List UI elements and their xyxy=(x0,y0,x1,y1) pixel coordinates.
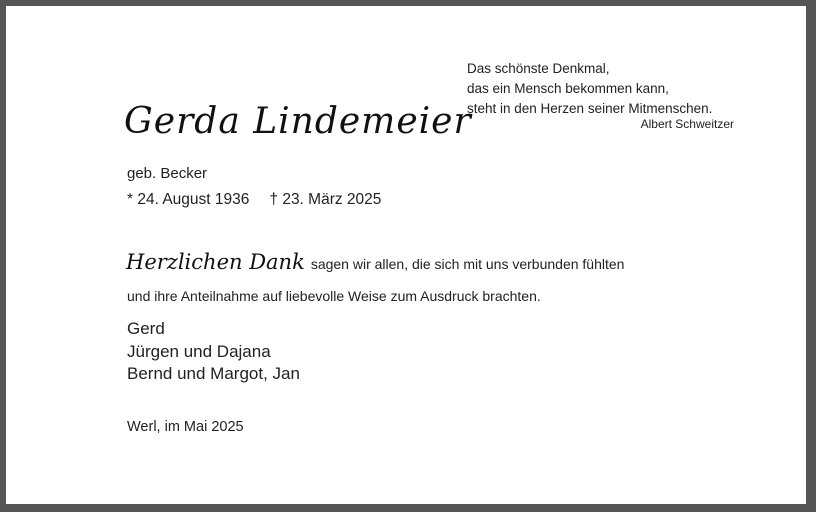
quote-line: steht in den Herzen seiner Mitmenschen. xyxy=(467,101,713,116)
thanks-text: sagen wir allen, die sich mit uns verbunden fühlten xyxy=(310,256,625,272)
mourner: Bernd und Margot, Jan xyxy=(127,364,300,383)
quote-line: das ein Mensch bekommen kann, xyxy=(467,81,669,96)
thanks-line-1 xyxy=(126,250,624,274)
life-dates xyxy=(127,191,381,209)
mourner: Gerd xyxy=(127,319,165,338)
thanks-line-2: und ihre Anteilnahme auf liebevolle Weise zum Ausdruck brachten. xyxy=(127,288,541,304)
mourners-list xyxy=(127,318,300,386)
place-date: Werl, im Mai 2025 xyxy=(127,419,244,435)
quote xyxy=(467,59,739,119)
deceased-name: Gerda Lindemeier xyxy=(124,101,472,142)
thanks-script: Herzlichen Dank xyxy=(126,250,305,274)
maiden-name: geb. Becker xyxy=(127,165,208,182)
mourner: Jürgen und Dajana xyxy=(127,341,271,361)
quote-author: Albert Schweitzer xyxy=(640,117,734,131)
quote-line: Das schönste Denkmal, xyxy=(467,61,610,76)
birth-date: * 24. August 1936 xyxy=(127,191,250,208)
obituary-card xyxy=(6,6,806,504)
death-date: † 23. März 2025 xyxy=(269,191,382,208)
